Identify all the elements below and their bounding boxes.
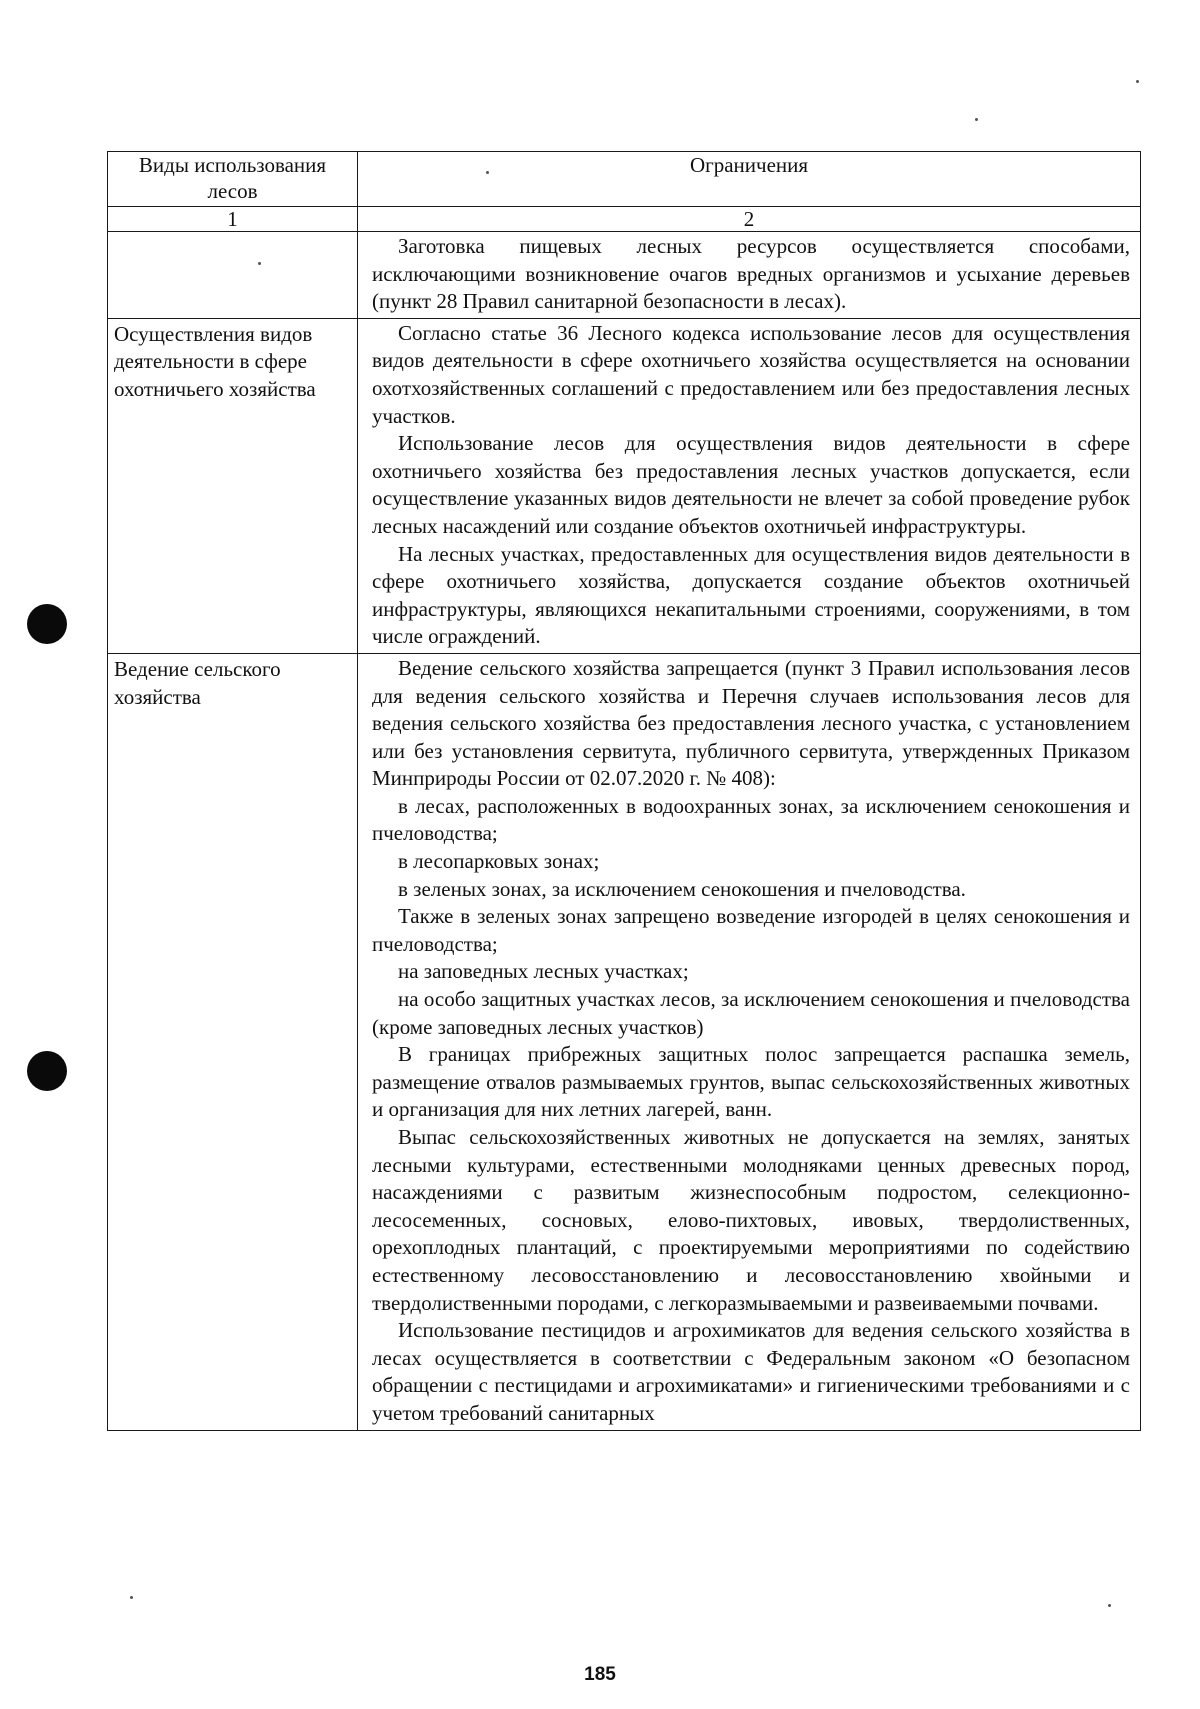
restrictions-cell [358, 318, 1141, 653]
punch-hole [27, 1051, 67, 1091]
forest-use-type-cell: Осуществления видов деятельности в сфере охотничьего хозяйства [108, 318, 358, 653]
scan-speck [975, 118, 978, 121]
forest-use-type-cell: Ведение сельского хозяйства [108, 653, 358, 1430]
restriction-paragraph: на заповедных лесных участках; [398, 959, 689, 984]
scan-speck [1108, 1604, 1111, 1607]
table-row [108, 653, 1141, 1430]
punch-hole [27, 604, 67, 644]
restriction-paragraph: в лесопарковых зонах; [398, 849, 600, 874]
table-row [108, 232, 1141, 319]
restriction-paragraph: В границах прибрежных защитных полос запрещается распашка земель, размещение отвалов размываемых грунтов, выпас сельскохозяйственных животных и организация для них летних лагерей, ванн. [372, 1042, 1130, 1122]
restriction-paragraph: Заготовка пищевых лесных ресурсов осуществляется способами, исключающими возникновение очагов вредных организмов и усыхание деревьев (пункт 28 Правил санитарной безопасности в лесах). [372, 234, 1130, 314]
restrictions-cell [358, 653, 1141, 1430]
restriction-paragraph: в зеленых зонах, за исключением сенокошения и пчеловодства. [398, 876, 966, 901]
column-number-2: 2 [358, 207, 1141, 232]
forest-use-type-cell [108, 232, 358, 319]
restriction-paragraph: на особо защитных участках лесов, за исключением сенокошения и пчеловодства (кроме заповедных лесных участков) [372, 987, 1130, 1039]
restriction-paragraph: Выпас сельскохозяйственных животных не допускается на землях, занятых лесными культурами, естественными молодняками ценных древесных пород, насаждениями с развитым жизнеспособным подростом, селекционно-лесосеменных, сосновых, елово-пихтовых, ивовых, твердолиственных, орехоплодных плантаций, с проектируемыми мероприятиями по содействию естественному лесовосстановлению и лесовосстановлению хвойными и твердолиственными породами, с легкоразмываемыми и развеиваемыми почвами. [372, 1125, 1130, 1315]
restrictions-cell [358, 232, 1141, 319]
table-row [108, 318, 1141, 653]
header-restrictions: Ограничения [358, 152, 1141, 207]
restriction-paragraph: Согласно статье 36 Лесного кодекса использование лесов для осуществления видов деятельности в сфере охотничьего хозяйства осуществляется на основании охотхозяйственных соглашений с предоставлением или без предоставления лесных участков. [372, 320, 1130, 428]
restriction-paragraph: Ведение сельского хозяйства запрещается (пункт 3 Правил использования лесов для ведения сельского хозяйства и Перечня случаев использования лесов для ведения сельского хозяйства без предоставления лесного участка, с установлением или без установления сервитута, публичного сервитута, утвержденных Приказом Минприроды России от 02.07.2020 г. № 408): [372, 655, 1130, 791]
page-number: 185 [584, 1664, 616, 1685]
restriction-paragraph: Использование пестицидов и агрохимикатов для ведения сельского хозяйства в лесах осуществляется в соответствии с Федеральным законом «О безопасном обращении с пестицидами и агрохимикатами» и гигиеническими требованиями и с учетом требований санитарных [372, 1318, 1130, 1425]
restriction-paragraph: Также в зеленых зонах запрещено возведение изгородей в целях сенокошения и пчеловодства; [372, 904, 1130, 956]
column-number-1: 1 [108, 207, 358, 232]
restriction-paragraph: На лесных участках, предоставленных для осуществления видов деятельности в сфере охотничьего хозяйства, допускается создание объектов охотничьей инфраструктуры, являющихся некапитальными строениями, сооружениями, в том числе ограждений. [372, 541, 1130, 649]
table-header-row [108, 152, 1141, 207]
scan-speck [130, 1596, 133, 1599]
restriction-paragraph: Использование лесов для осуществления видов деятельности в сфере охотничьего хозяйства без предоставления лесных участков допускается, если осуществление указанных видов деятельности не влечет за собой проведение рубок лесных насаждений или создание объектов охотничьей инфраструктуры. [372, 431, 1130, 538]
header-forest-use-type: Виды использования лесов [108, 152, 358, 207]
column-number-row [108, 207, 1141, 232]
restriction-paragraph: в лесах, расположенных в водоохранных зонах, за исключением сенокошения и пчеловодства; [372, 793, 1130, 846]
restrictions-table [107, 151, 1141, 1431]
scan-speck [1136, 80, 1139, 83]
